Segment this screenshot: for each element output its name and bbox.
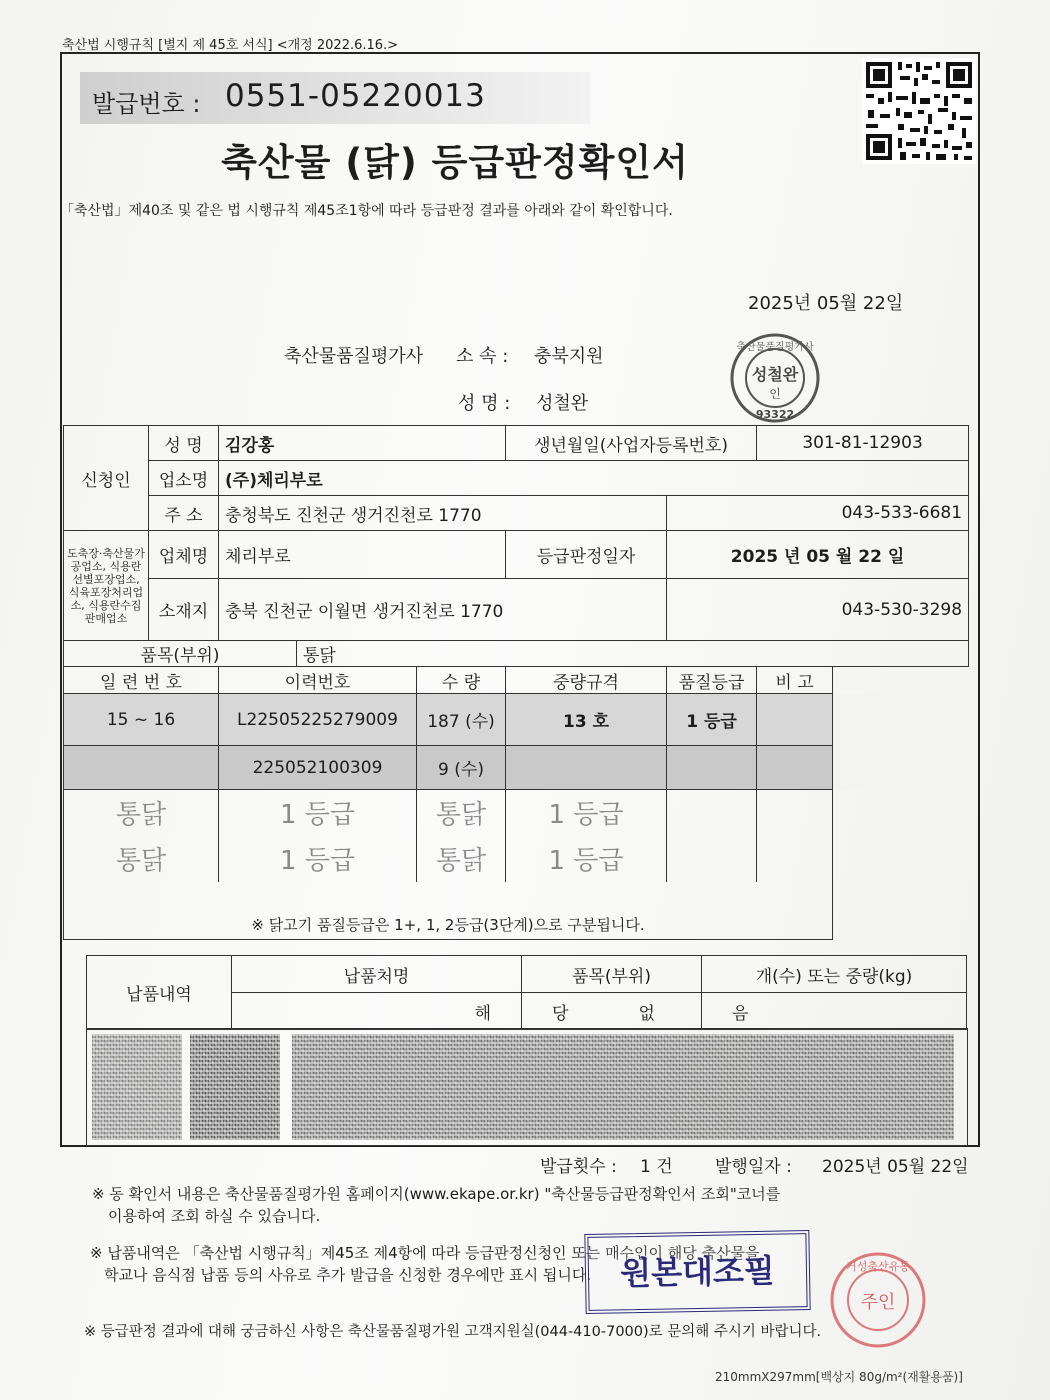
issue-date-label: 발행일자 : (715, 1157, 792, 1177)
product-label: 품목(부위) (64, 641, 297, 667)
row2-serial (64, 746, 219, 790)
row1-quality-grade: 1 등급 (667, 694, 757, 746)
row2-weight-spec (506, 746, 667, 790)
watermark-product: 통닭 (417, 836, 506, 882)
svg-text:성철완: 성철완 (751, 365, 799, 384)
header-trace-no: 이력번호 (219, 667, 417, 694)
delivery-header-recipient: 납품처명 (232, 956, 522, 993)
grading-date-label: 등급판정일자 (506, 531, 667, 579)
confirmation-date: 2025년 05월 22일 (748, 293, 904, 314)
table-row (64, 746, 969, 790)
svg-text:93322: 93322 (755, 408, 795, 421)
row2-remarks (757, 746, 833, 790)
applicant-address: 충청북도 진천군 생거진천로 1770 (219, 496, 667, 531)
note-1-cont: 이용하여 조회 하실 수 있습니다. (108, 1207, 321, 1225)
svg-text:축산물품질평가사: 축산물품질평가사 (736, 342, 814, 353)
facility-location: 충북 진천군 이월면 생거진천로 1770 (219, 579, 667, 641)
delivery-table (86, 955, 967, 1030)
paper-spec: 210mmX297mm[백상지 80g/m²(재활용품)] (715, 1370, 963, 1384)
issue-date: 2025년 05월 22일 (822, 1157, 969, 1177)
product-value: 통닭 (297, 641, 969, 667)
facility-phone: 043-530-3298 (667, 579, 969, 641)
svg-text:거성축산유통: 거성축산유통 (846, 1260, 910, 1273)
header-quality-grade: 품질등급 (667, 667, 757, 694)
evaluator-org-label: 소 속 : (456, 346, 509, 367)
watermark-grade: 1 등급 (506, 836, 667, 882)
location-label: 소재지 (149, 579, 219, 641)
evaluator-name-label: 성 명 : (458, 393, 511, 414)
grading-table (63, 425, 969, 940)
note-3: ※ 등급판정 결과에 대해 궁금하신 사항은 축산물품질평가원 고객지원실(044-410-7000)로 문의해 주시기 바랍니다. (84, 1324, 822, 1340)
facility-company-label: 업체명 (149, 531, 219, 579)
delivery-value-1: 해 (377, 993, 522, 1030)
watermark-grade: 1 등급 (219, 790, 417, 836)
redacted-image (190, 1034, 280, 1140)
evaluator-role: 축산물품질평가사 (284, 346, 424, 367)
delivery-label: 납품내역 (87, 956, 232, 1030)
delivery-header-product: 품목(부위) (522, 956, 702, 993)
delivery-value-2: 당 없 (522, 993, 702, 1030)
watermark-product: 통닭 (64, 836, 219, 882)
note-2: ※ 납품내역은 「축산법 시행규칙」제45조 제4항에 따라 등급판정신청인 또는 매수인이 해당 축산물을 (90, 1244, 760, 1262)
applicant-name-label: 성 명 (149, 426, 219, 461)
note-2-cont: 학교나 음식점 납품 등의 사유로 추가 발급을 신청한 경우에만 표시 됩니다. (104, 1266, 592, 1284)
applicant-phone: 043-533-6681 (667, 496, 969, 531)
header-remarks: 비 고 (757, 667, 833, 694)
header-quantity: 수 량 (417, 667, 506, 694)
row1-remarks (757, 694, 833, 746)
document-title: 축산물 (닭) 등급판정확인서 (221, 141, 689, 184)
issue-number: 0551-05220013 (225, 78, 486, 114)
applicant-company: (주)체리부로 (219, 461, 969, 496)
row2-quality-grade (667, 746, 757, 790)
facility-section-label: 도축장·축산물가공업소, 식용란선별포장업소, 식육포장처리업소, 식용란수집판매업소 (64, 531, 149, 641)
row1-weight-spec: 13 호 (506, 694, 667, 746)
issue-count-label: 발급횟수 : (540, 1157, 617, 1177)
issue-count: 1 건 (640, 1157, 673, 1177)
header-weight-spec: 중량규격 (506, 667, 667, 694)
row1-serial: 15 ~ 16 (64, 694, 219, 746)
table-row (64, 694, 969, 746)
company-seal (828, 1250, 928, 1350)
evaluator-name: 성철완 (536, 393, 589, 414)
address-label: 주 소 (149, 496, 219, 531)
delivery-header-quantity: 개(수) 또는 중량(kg) (702, 956, 967, 993)
header-serial: 일 련 번 호 (64, 667, 219, 694)
redacted-barcode (292, 1034, 954, 1140)
issue-number-label: 발급번호 : (92, 90, 201, 118)
company-label: 업소명 (149, 461, 219, 496)
delivery-value-4: 음 (702, 993, 967, 1030)
redacted-image (92, 1034, 182, 1140)
watermark-product: 통닭 (417, 790, 506, 836)
facility-company: 체리부로 (219, 531, 506, 579)
form-reference-note: 축산법 시행규칙 [별지 제 45호 서식] <개정 2022.6.16.> (62, 38, 399, 53)
watermark-grade: 1 등급 (506, 790, 667, 836)
intro-text: 「축산법」제40조 및 같은 법 시행규칙 제45조1항에 따라 등급판정 결과를 아래와 같이 확인합니다. (60, 203, 673, 219)
row1-quantity: 187 (수) (417, 694, 506, 746)
watermark-grade: 1 등급 (219, 836, 417, 882)
grade-footnote: ※ 닭고기 품질등급은 1+, 1, 2등급(3단계)으로 구분됩니다. (64, 882, 833, 940)
grading-date: 2025 년 05 월 22 일 (667, 531, 969, 579)
birth-label: 생년월일(사업자등록번호) (506, 426, 757, 461)
row2-quantity: 9 (수) (417, 746, 506, 790)
applicant-section-label: 신청인 (64, 426, 149, 531)
evaluator-org: 충북지원 (534, 346, 604, 367)
row2-trace-no: 225052100309 (219, 746, 417, 790)
svg-text:인: 인 (769, 387, 781, 401)
applicant-name: 김강홍 (219, 426, 506, 461)
row1-trace-no: L22505225279009 (219, 694, 417, 746)
svg-text:주인: 주인 (860, 1292, 896, 1313)
watermark-product: 통닭 (64, 790, 219, 836)
original-verified-stamp: 원본대조필 (584, 1230, 810, 1314)
note-1: ※ 동 확인서 내용은 축산물품질평가원 홈페이지(www.ekape.or.kr) "축산물등급판정확인서 조회"코너를 (92, 1185, 781, 1203)
evaluator-seal (722, 332, 828, 424)
business-number: 301-81-12903 (757, 426, 969, 461)
